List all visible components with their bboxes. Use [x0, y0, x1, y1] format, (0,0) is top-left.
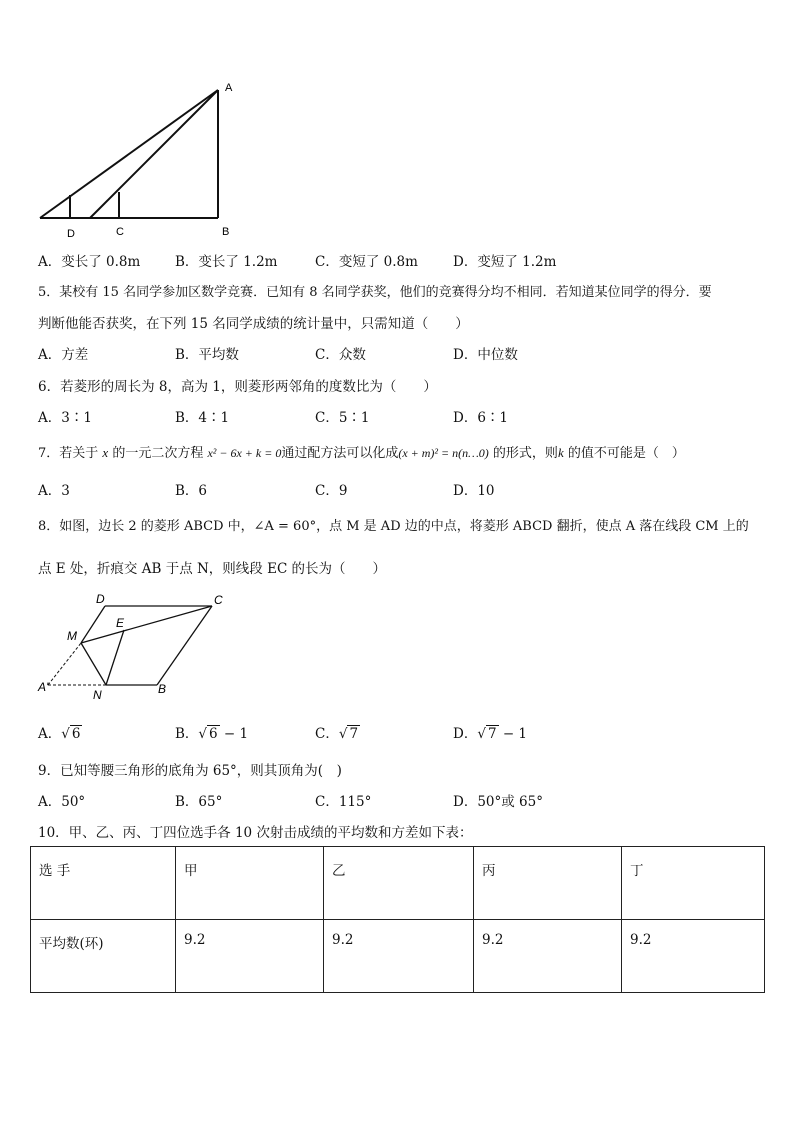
q9-option-c[interactable]: C．115° [315, 794, 372, 810]
label-c: C [116, 226, 124, 238]
q9-option-a[interactable]: A．50° [38, 794, 86, 810]
line-mn [81, 643, 106, 685]
label-b: B [158, 682, 167, 696]
q6-option-b[interactable]: B．4∶1 [175, 410, 230, 426]
table-cell: 乙 [324, 847, 474, 920]
label-d: D [67, 228, 75, 240]
q7-option-c[interactable]: C．9 [315, 483, 348, 499]
table-cell: 9.2 [324, 920, 474, 993]
label-d: D [96, 592, 105, 606]
q6-stem: 6．若菱形的周长为 8，高为 1，则菱形两邻角的度数比为（ ） [38, 379, 437, 395]
q7-option-b[interactable]: B．6 [175, 483, 208, 499]
q8-option-d[interactable]: D．√ 7 − 1 [453, 726, 528, 742]
q4-option-a[interactable]: A．变长了 0.8m [38, 254, 141, 270]
q5-stem-line1: 5．某校有 15 名同学参加区数学竞赛．已知有 8 名同学获奖，他们的竞赛得分均不相同．若知道某位同学的得分．要 [38, 285, 712, 300]
line-ray-inner [90, 90, 218, 218]
q6-option-d[interactable]: D．6∶1 [453, 410, 509, 426]
q4-option-b[interactable]: B．变长了 1.2m [175, 254, 278, 270]
q4-option-d[interactable]: D．变短了 1.2m [453, 254, 557, 270]
label-c: C [214, 593, 223, 607]
scores-table [30, 846, 765, 993]
q5-option-a[interactable]: A．方差 [38, 347, 89, 363]
q7-option-d[interactable]: D．10 [453, 483, 495, 499]
q4-option-c[interactable]: C．变短了 0.8m [315, 254, 418, 270]
edge-am-dashed [48, 643, 81, 685]
q5-option-c[interactable]: C．众数 [315, 347, 366, 363]
q9-option-d[interactable]: D．50°或 65° [453, 794, 543, 810]
q9-stem: 9．已知等腰三角形的底角为 65°，则其顶角为( ) [38, 763, 342, 779]
label-a: A' [38, 680, 49, 694]
table-cell: 丙 [474, 847, 622, 920]
label-b: B [222, 226, 230, 238]
q9-option-b[interactable]: B．65° [175, 794, 223, 810]
q8-stem-line2: 点 E 处，折痕交 AB 于点 N，则线段 EC 的长为（ ） [38, 561, 387, 577]
q7-stem: 7．若关于 x 的一元二次方程 x² − 6x + k = 0通过配方法可以化成(x + m)² = n(n…0) 的形式，则k 的值不可能是（ ） [38, 445, 685, 461]
q6-option-a[interactable]: A．3∶1 [38, 410, 92, 426]
q8-option-a[interactable]: A．√ 6 [38, 726, 81, 742]
var-k: k [557, 445, 564, 460]
table-cell: 9.2 [176, 920, 324, 993]
q5-option-b[interactable]: B．平均数 [175, 347, 239, 363]
q8-option-b[interactable]: B．√ 6 − 1 [175, 726, 249, 742]
table-cell: 9.2 [622, 920, 765, 993]
table-cell: 丁 [622, 847, 765, 920]
figure-shadow-diagram [30, 78, 250, 243]
table-cell: 9.2 [474, 920, 622, 993]
table-cell: 选 手 [31, 847, 176, 920]
q6-option-c[interactable]: C．5∶1 [315, 410, 370, 426]
table-row-header [31, 847, 765, 920]
line-ray-outer [40, 90, 218, 218]
q5-option-d[interactable]: D．中位数 [453, 347, 518, 363]
figure-rhombus [30, 590, 240, 705]
label-e: E [116, 616, 125, 630]
q7-equation: x² − 6x + k = 0 [207, 446, 282, 460]
q7-option-a[interactable]: A．3 [38, 483, 70, 499]
table-cell: 甲 [176, 847, 324, 920]
table-row [31, 920, 765, 993]
label-m: M [67, 629, 77, 643]
table-cell: 平均数(环) [31, 920, 176, 993]
line-ne [106, 630, 124, 685]
label-n: N [93, 688, 102, 702]
q10-stem: 10．甲、乙、丙、丁四位选手各 10 次射击成绩的平均数和方差如下表： [38, 825, 473, 841]
q8-option-c[interactable]: C．√ 7 [315, 726, 359, 742]
var-x: x [102, 445, 109, 460]
label-a: A [225, 82, 233, 94]
q7-form: (x + m)² = n(n…0) [398, 446, 489, 460]
q5-stem-line2: 判断他能否获奖，在下列 15 名同学成绩的统计量中，只需知道（ ） [38, 316, 469, 332]
q8-stem-line1: 8．如图，边长 2 的菱形 ABCD 中，∠A = 60°，点 M 是 AD 边的中点，将菱形 ABCD 翻折，使点 A 落在线段 CM 上的 [38, 519, 749, 534]
edge-cb [157, 606, 212, 685]
